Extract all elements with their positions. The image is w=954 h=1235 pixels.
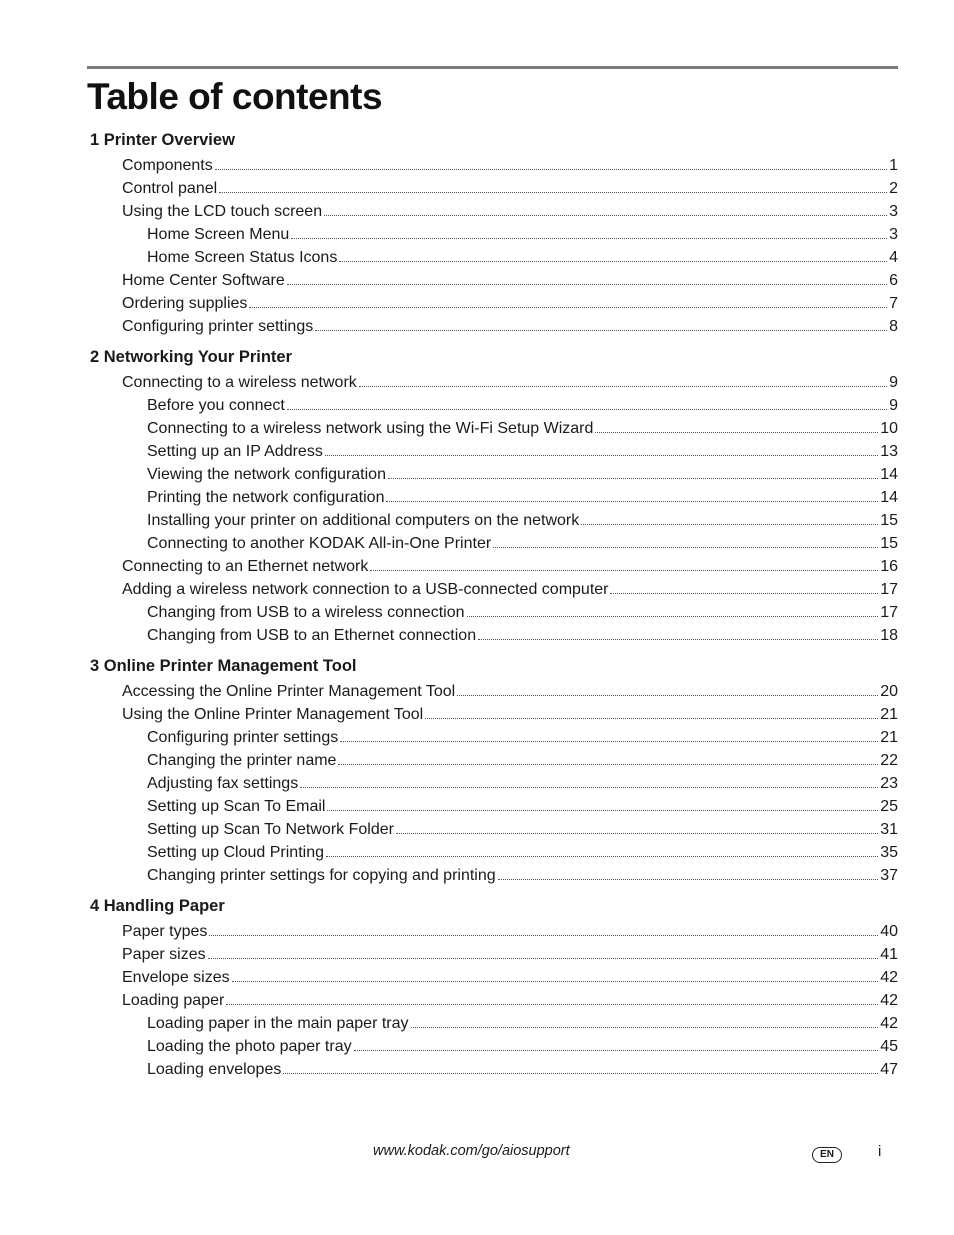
toc-entry-page: 21 [880, 729, 898, 746]
chapter-heading[interactable]: 3 Online Printer Management Tool [90, 657, 357, 675]
toc-entry-label: Connecting to a wireless network [122, 374, 357, 391]
toc-entry[interactable] [90, 486, 898, 509]
toc-entry-page: 10 [880, 420, 898, 437]
page-title: Table of contents [87, 76, 383, 117]
toc-entry-page: 41 [880, 946, 898, 963]
toc-entry[interactable] [90, 417, 898, 440]
toc-entry-page: 15 [880, 535, 898, 552]
toc-entry-label: Loading envelopes [147, 1061, 282, 1078]
toc-entry[interactable] [90, 989, 898, 1012]
toc-entry[interactable] [90, 532, 898, 555]
toc-entry[interactable] [90, 223, 898, 246]
dot-leader [287, 284, 887, 285]
toc-entry[interactable] [90, 578, 898, 601]
toc-entry-label: Changing from USB to an Ethernet connection [147, 627, 477, 644]
dot-leader [327, 810, 878, 811]
toc-entry-label: Printing the network configuration [147, 489, 385, 506]
toc-entry-page: 15 [880, 512, 898, 529]
toc-entry-label: Viewing the network configuration [147, 466, 386, 483]
toc-entry[interactable] [90, 920, 898, 943]
toc-entry-label: Components [122, 157, 213, 174]
toc-entry-page: 21 [880, 706, 898, 723]
toc-entry-label: Envelope sizes [122, 969, 230, 986]
toc-entry[interactable] [90, 624, 898, 647]
toc-entry[interactable] [90, 177, 898, 200]
toc-entry[interactable] [90, 509, 898, 532]
toc-entry[interactable] [90, 703, 898, 726]
dot-leader [215, 169, 887, 170]
toc-entry[interactable] [90, 1012, 898, 1035]
toc-entry-label: Configuring printer settings [122, 318, 314, 335]
toc-entry-page: 16 [880, 558, 898, 575]
toc-entry[interactable] [90, 292, 898, 315]
dot-leader [291, 238, 887, 239]
toc-entry[interactable] [90, 818, 898, 841]
toc-entry-label: Connecting to another KODAK All-in-One Printer [147, 535, 492, 552]
toc-entry-label: Using the LCD touch screen [122, 203, 323, 220]
dot-leader [232, 981, 879, 982]
toc-entry-label: Paper sizes [122, 946, 206, 963]
dot-leader [287, 409, 887, 410]
toc-entry-label: Home Screen Menu [147, 226, 290, 243]
toc-chapter [90, 652, 898, 887]
toc-entry[interactable] [90, 749, 898, 772]
toc-entry[interactable] [90, 966, 898, 989]
dot-leader [610, 593, 878, 594]
dot-leader [467, 616, 879, 617]
dot-leader [324, 215, 887, 216]
toc-entry[interactable] [90, 246, 898, 269]
toc-entry-page: 22 [880, 752, 898, 769]
toc-entry[interactable] [90, 315, 898, 338]
toc-entry-page: 1 [889, 157, 898, 174]
toc-entry-page: 45 [880, 1038, 898, 1055]
toc-entry-label: Control panel [122, 180, 218, 197]
toc-entry-page: 23 [880, 775, 898, 792]
toc-entry[interactable] [90, 841, 898, 864]
dot-leader [300, 787, 878, 788]
toc-entry-page: 14 [880, 489, 898, 506]
toc-chapter [90, 892, 898, 1081]
toc-entry[interactable] [90, 943, 898, 966]
dot-leader [425, 718, 878, 719]
toc-entry-page: 14 [880, 466, 898, 483]
toc-entry-label: Adjusting fax settings [147, 775, 299, 792]
toc-entry[interactable] [90, 269, 898, 292]
toc-entry[interactable] [90, 601, 898, 624]
toc-entry-page: 40 [880, 923, 898, 940]
toc-entry-label: Loading paper [122, 992, 225, 1009]
toc-entry[interactable] [90, 795, 898, 818]
toc-entry-page: 6 [889, 272, 898, 289]
toc-entry[interactable] [90, 726, 898, 749]
toc-entry-page: 3 [889, 226, 898, 243]
chapter-heading[interactable]: 4 Handling Paper [90, 897, 225, 915]
toc-entry[interactable] [90, 463, 898, 486]
chapter-heading[interactable]: 1 Printer Overview [90, 131, 235, 149]
page-number: i [878, 1143, 882, 1160]
dot-leader [326, 856, 878, 857]
toc-entry-page: 35 [880, 844, 898, 861]
dot-leader [478, 639, 878, 640]
toc-entry-label: Before you connect [147, 397, 285, 414]
toc-entry-page: 18 [880, 627, 898, 644]
language-badge: EN [812, 1147, 842, 1163]
dot-leader [208, 958, 879, 959]
toc-entry-label: Installing your printer on additional computers on the network [147, 512, 580, 529]
toc-entry-page: 9 [889, 397, 898, 414]
toc-entry-page: 20 [880, 683, 898, 700]
dot-leader [581, 524, 878, 525]
toc-entry[interactable] [90, 394, 898, 417]
dot-leader [411, 1027, 879, 1028]
toc-entry[interactable] [90, 440, 898, 463]
toc-entry-page: 42 [880, 969, 898, 986]
toc-entry-page: 25 [880, 798, 898, 815]
dot-leader [339, 261, 887, 262]
toc-entry-page: 42 [880, 1015, 898, 1032]
toc-entry[interactable] [90, 154, 898, 177]
toc-entry[interactable] [90, 680, 898, 703]
dot-leader [396, 833, 878, 834]
toc-entry-label: Changing the printer name [147, 752, 337, 769]
dot-leader [338, 764, 878, 765]
toc-entry-page: 47 [880, 1061, 898, 1078]
toc-entry-page: 3 [889, 203, 898, 220]
toc-entry-page: 9 [889, 374, 898, 391]
toc-entry[interactable] [90, 371, 898, 394]
toc-entry-label: Connecting to an Ethernet network [122, 558, 369, 575]
toc-entry-page: 13 [880, 443, 898, 460]
toc-chapter [90, 126, 898, 338]
toc-entry-label: Setting up Scan To Network Folder [147, 821, 394, 838]
footer-url[interactable]: www.kodak.com/go/aiosupport [373, 1143, 570, 1159]
toc-entry-label: Accessing the Online Printer Management Tool [122, 683, 456, 700]
dot-leader [219, 192, 887, 193]
toc-entry-label: Changing from USB to a wireless connection [147, 604, 465, 621]
dot-leader [249, 307, 887, 308]
dot-leader [359, 386, 887, 387]
dot-leader [457, 695, 878, 696]
toc-entry-page: 2 [889, 180, 898, 197]
toc-entry-label: Loading paper in the main paper tray [147, 1015, 409, 1032]
toc-entry[interactable] [90, 555, 898, 578]
toc-entry-label: Connecting to a wireless network using the Wi-Fi Setup Wizard [147, 420, 594, 437]
toc-entry-label: Setting up an IP Address [147, 443, 323, 460]
toc-entry-label: Ordering supplies [122, 295, 248, 312]
dot-leader [595, 432, 878, 433]
toc-entry-page: 8 [889, 318, 898, 335]
toc-entry-label: Changing printer settings for copying and printing [147, 867, 496, 884]
dot-leader [386, 501, 878, 502]
toc-entry-page: 17 [880, 604, 898, 621]
toc-entry-label: Home Screen Status Icons [147, 249, 338, 266]
toc-entry[interactable] [90, 864, 898, 887]
toc-entry[interactable] [90, 200, 898, 223]
toc-entry-label: Setting up Scan To Email [147, 798, 326, 815]
dot-leader [388, 478, 878, 479]
toc-entry-page: 31 [880, 821, 898, 838]
dot-leader [370, 570, 878, 571]
toc-entry-page: 17 [880, 581, 898, 598]
top-rule [87, 66, 898, 69]
dot-leader [226, 1004, 878, 1005]
dot-leader [493, 547, 878, 548]
chapter-heading[interactable]: 2 Networking Your Printer [90, 348, 293, 366]
dot-leader [340, 741, 878, 742]
dot-leader [283, 1073, 878, 1074]
dot-leader [315, 330, 887, 331]
toc-entry-page: 42 [880, 992, 898, 1009]
toc-entry-label: Paper types [122, 923, 208, 940]
toc-entry-label: Using the Online Printer Management Tool [122, 706, 424, 723]
toc-entry-label: Home Center Software [122, 272, 285, 289]
table-of-contents [90, 126, 898, 1081]
toc-entry[interactable] [90, 1035, 898, 1058]
dot-leader [354, 1050, 879, 1051]
toc-entry[interactable] [90, 772, 898, 795]
dot-leader [209, 935, 878, 936]
toc-entry-page: 37 [880, 867, 898, 884]
toc-entry[interactable] [90, 1058, 898, 1081]
toc-entry-page: 4 [889, 249, 898, 266]
toc-entry-label: Setting up Cloud Printing [147, 844, 324, 861]
toc-chapter [90, 343, 898, 647]
toc-entry-label: Adding a wireless network connection to a USB-connected computer [122, 581, 609, 598]
toc-entry-label: Configuring printer settings [147, 729, 339, 746]
toc-entry-page: 7 [889, 295, 898, 312]
toc-entry-label: Loading the photo paper tray [147, 1038, 352, 1055]
dot-leader [325, 455, 878, 456]
dot-leader [498, 879, 879, 880]
